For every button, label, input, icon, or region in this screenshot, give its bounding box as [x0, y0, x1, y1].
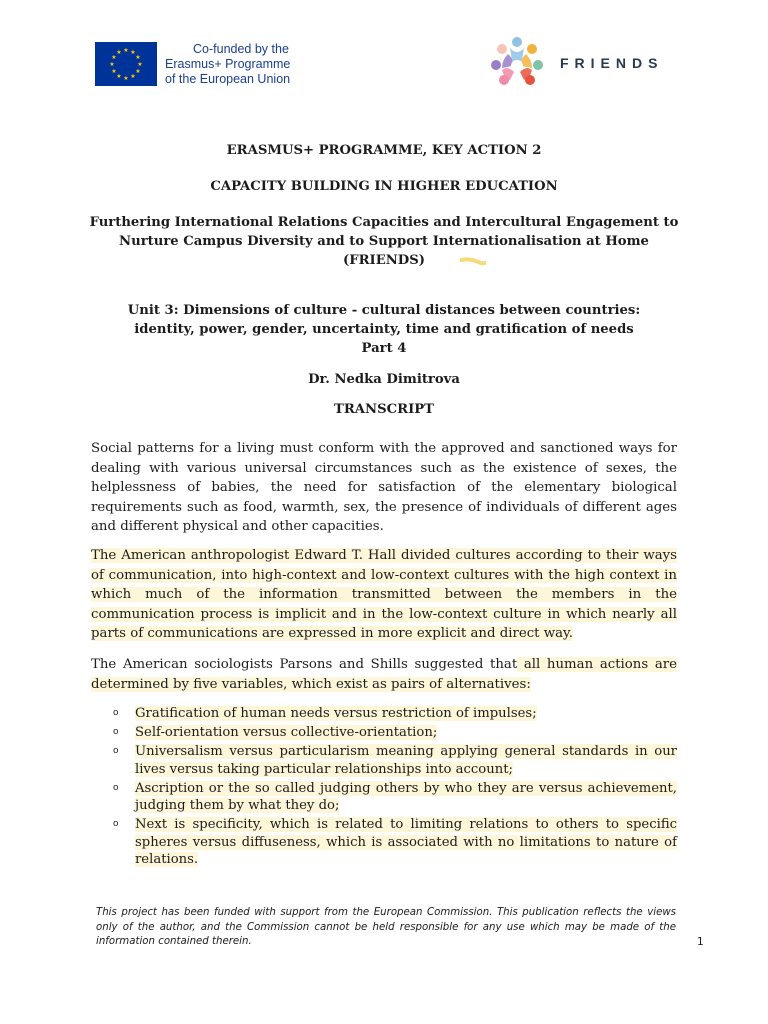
project-title-line: Furthering International Relations Capacities and Intercultural Engagement to: [89, 215, 679, 230]
document-type: TRANSCRIPT: [334, 402, 434, 417]
paragraph-parsons-shills: [91, 655, 677, 694]
list-item-text: Self-orientation versus collective-orientation;: [135, 725, 438, 740]
project-title: [80, 213, 688, 270]
list-item-text: Gratification of human needs versus restriction of impulses;: [135, 706, 537, 721]
friends-people-icon: [488, 34, 546, 92]
highlighted-text: all human actions are determined by five variables, which exist as pairs of alternatives:: [91, 657, 677, 692]
page-number: 1: [697, 936, 704, 948]
eu-cofunded-text: [165, 42, 290, 87]
eu-text-line: of the European Union: [165, 71, 291, 86]
list-item-text: Ascription or the so called judging others by who they are versus achievement, judging them by what they do;: [135, 780, 677, 813]
list-item: [91, 705, 677, 723]
funding-disclaimer: This project has been funded with support from the European Commission. This publication reflects the views only of the author, and the Commission cannot be held responsible for any use which may be made of the information contained therein.: [96, 907, 676, 947]
unit-title-line: identity, power, gender, uncertainty, time and gratification of needs: [134, 322, 634, 337]
svg-text:★: ★: [123, 75, 129, 82]
unit-title-line: Unit 3: Dimensions of culture - cultural distances between countries:: [127, 303, 641, 318]
list-item: [91, 724, 677, 742]
eu-text-line: Erasmus+ Programme: [165, 56, 291, 71]
list-item-text: Next is specificity, which is related to limiting relations to others to specific spheres versus diffuseness, which is associated with no limitations to nature of relations.: [135, 817, 677, 867]
pattern-variables-list: [91, 705, 677, 870]
author-name: Dr. Nedka Dimitrova: [308, 372, 460, 387]
unit-title: [80, 301, 688, 358]
eu-text-line: Co-funded by the: [193, 41, 289, 56]
bullet-marker: o: [113, 746, 119, 756]
list-item-text: Universalism versus particularism meaning applying general standards in our lives versus taking particular relationships into account;: [135, 744, 677, 777]
project-title-line: (FRIENDS): [342, 253, 426, 268]
svg-text:★: ★: [109, 61, 115, 68]
bullet-marker: o: [113, 819, 119, 829]
list-item: [91, 743, 677, 778]
svg-text:★: ★: [137, 61, 143, 68]
paragraph-social-patterns: Social patterns for a living must conform with the approved and sanctioned ways for dealing with various universal circumstances such as the existence of sexes, the helplessness of babies, the need for satisfaction of the elementary biological requirements such as food, warmth, sex, the presence of individuals of different ages and different physical and other capacities.: [91, 441, 677, 534]
friends-wordmark: FRIENDS: [560, 55, 664, 71]
bullet-marker: o: [113, 708, 119, 718]
svg-text:★: ★: [111, 54, 117, 61]
programme-heading: ERASMUS+ PROGRAMME, KEY ACTION 2: [226, 143, 542, 158]
highlighter-mark: [460, 256, 486, 268]
svg-text:★: ★: [130, 49, 136, 56]
svg-text:★: ★: [135, 54, 141, 61]
svg-text:★: ★: [130, 73, 136, 80]
bullet-marker: o: [113, 727, 119, 737]
paragraph-hall: [91, 546, 677, 644]
svg-text:★: ★: [116, 49, 122, 56]
highlighted-text: The American anthropologist Edward T. Hall divided cultures according to their ways of communication, into high-context and low-context cultures with the high context in which much of the information transmitted between the members in the communication process is implicit and in the low-context culture in which nearly all parts of communications are expressed in more explicit and direct way.: [91, 548, 677, 641]
friends-logo: [488, 34, 663, 92]
list-item: [91, 780, 677, 815]
svg-text:★: ★: [135, 68, 141, 75]
unit-title-line: Part 4: [361, 341, 407, 356]
eu-cofunded-logo: [95, 40, 290, 88]
project-title-line: Nurture Campus Diversity and to Support Internationalisation at Home: [119, 234, 649, 249]
eu-flag-icon: [95, 42, 157, 86]
svg-text:★: ★: [111, 68, 117, 75]
list-item: [91, 816, 677, 869]
action-heading: CAPACITY BUILDING IN HIGHER EDUCATION: [210, 179, 558, 194]
paragraph-text: The American sociologists Parsons and Shills suggested that: [91, 657, 518, 672]
svg-text:★: ★: [123, 47, 129, 54]
svg-text:★: ★: [116, 73, 122, 80]
bullet-marker: o: [113, 782, 119, 793]
